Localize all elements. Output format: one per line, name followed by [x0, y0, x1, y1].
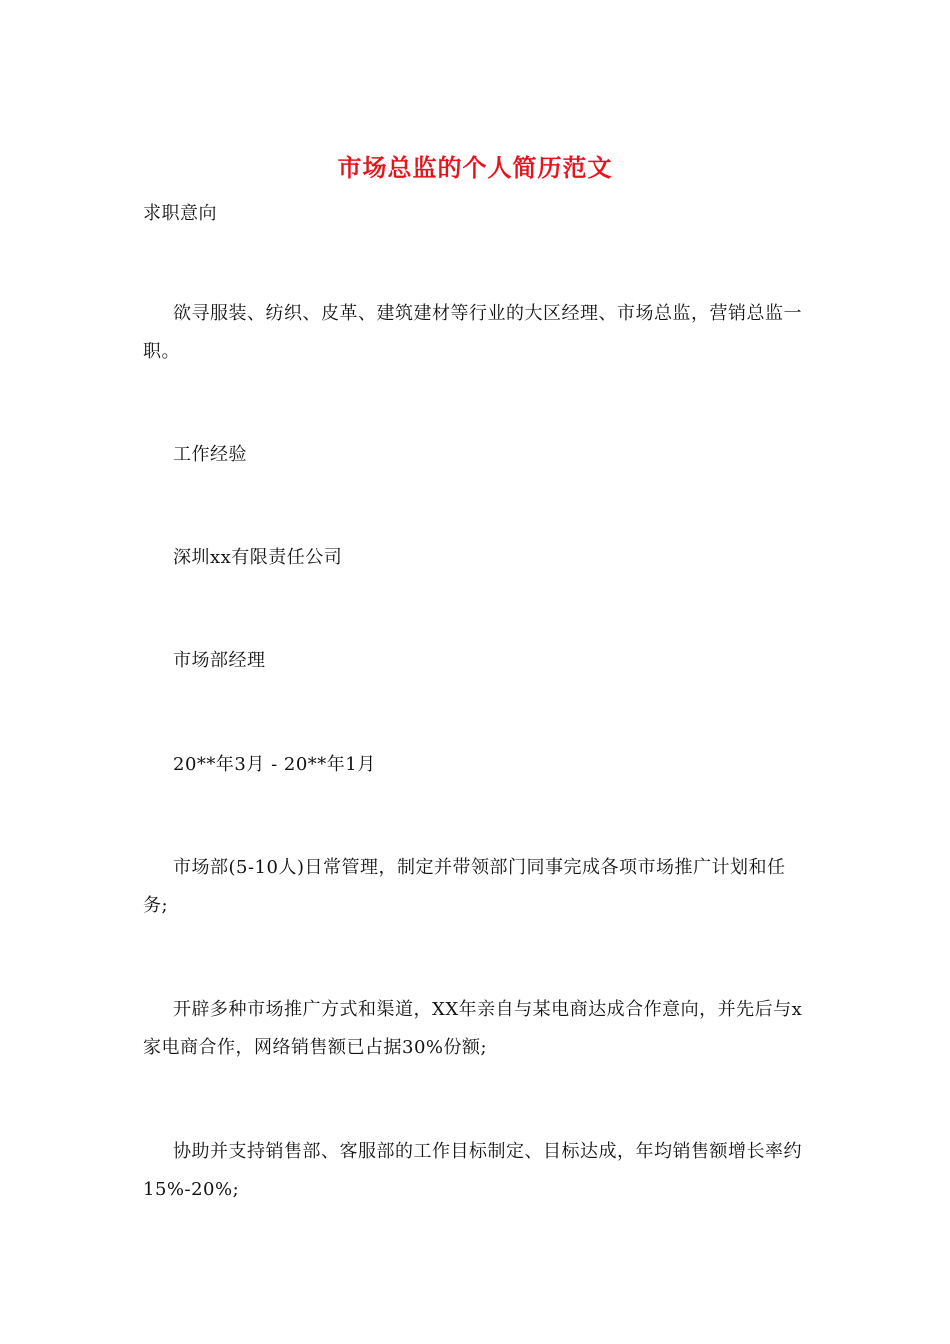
- duty-paragraph: 市场部(5-10人)日常管理，制定并带领部门同事完成各项市场推广计划和任务;: [143, 857, 786, 916]
- document-title: 市场总监的个人简历范文: [337, 153, 613, 182]
- section-heading-experience: 工作经验: [173, 444, 247, 465]
- duty-paragraph: 协助并支持销售部、客服部的工作目标制定、目标达成，年均销售额增长率约15%-20%;: [143, 1141, 802, 1200]
- duty-paragraph: 开辟多种市场推广方式和渠道，XX年亲自与某电商达成合作意向，并先后与x家电商合作，网络销售额已占据30%份额;: [143, 999, 803, 1058]
- intent-paragraph: 欲寻服装、纺织、皮革、建筑建材等行业的大区经理、市场总监，营销总监一职。: [143, 303, 802, 362]
- job-position: 市场部经理: [173, 650, 266, 671]
- section-heading-intent: 求职意向: [143, 203, 217, 224]
- company-name: 深圳xx有限责任公司: [173, 547, 343, 568]
- work-period: 20**年3月 - 20**年1月: [173, 754, 376, 775]
